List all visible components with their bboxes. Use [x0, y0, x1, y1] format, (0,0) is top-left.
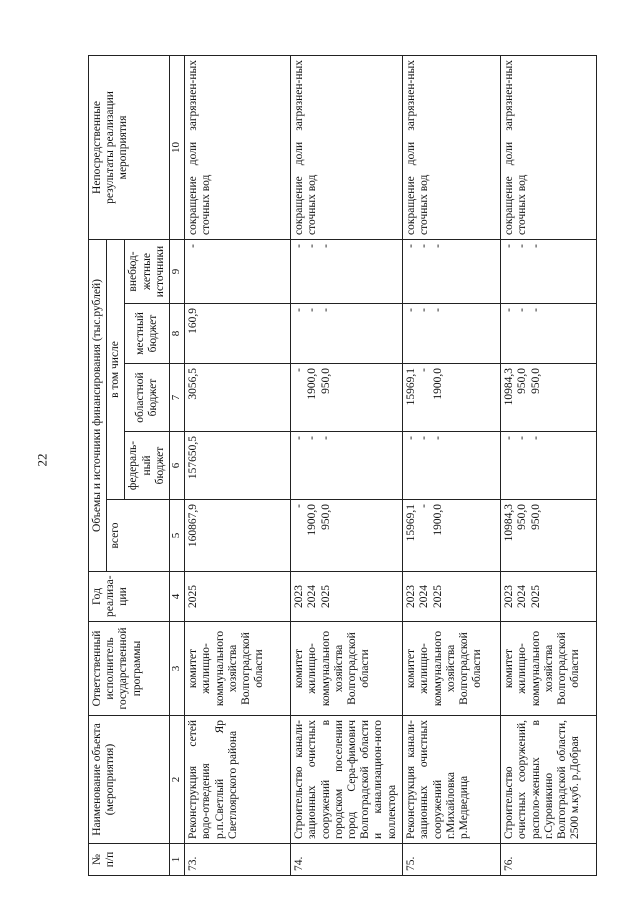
row-regional: 15969,1 - 1900,0 — [403, 364, 501, 432]
header-result: Непосредственные результаты реализации мероприятия — [89, 55, 170, 239]
col-number: 10 — [170, 55, 185, 239]
row-num: 75. — [403, 844, 501, 876]
row-total: 10984,3 950,0 950,0 — [501, 500, 597, 572]
table-row — [501, 55, 597, 875]
column-numbers-row — [170, 55, 185, 875]
header-name: Наименование объекта (мероприятия) — [89, 716, 170, 844]
row-num: 74. — [291, 844, 403, 876]
row-total: 160867,9 — [185, 500, 291, 572]
row-years: 2023 2024 2025 — [501, 572, 597, 622]
col-number: 3 — [170, 622, 185, 716]
row-extrabudget: - - - — [403, 239, 501, 303]
col-number: 7 — [170, 364, 185, 432]
row-name: Строительство очистных сооружений, располо-женных в г.Суровикино Волгоградской области, 2500 м.куб. р.Добрая — [501, 716, 597, 844]
header-regional: областной бюджет — [125, 364, 170, 432]
table-row — [403, 55, 501, 875]
rotated-table-container — [88, 56, 618, 876]
row-local: - - - — [501, 304, 597, 364]
row-local: - - - — [291, 304, 403, 364]
row-regional: 10984,3 950,0 950,0 — [501, 364, 597, 432]
header-federal: федераль- ный бюджет — [125, 432, 170, 500]
header-extrabudget: внебюд- жетные источники — [125, 239, 170, 303]
row-extrabudget: - - - — [291, 239, 403, 303]
table-row — [291, 55, 403, 875]
header-local: местный бюджет — [125, 304, 170, 364]
row-federal: 157650,5 — [185, 432, 291, 500]
header-total: всего — [107, 500, 170, 572]
header-num: № п/п — [89, 844, 170, 876]
header-volumes: Объемы и источники финансирования (тыс.рублей) — [89, 239, 107, 571]
row-responsible: комитет жилищно- коммунального хозяйства Волгоградской области — [403, 622, 501, 716]
col-number: 2 — [170, 716, 185, 844]
row-extrabudget: - - - — [501, 239, 597, 303]
header-year: Год реализа- ции — [89, 572, 170, 622]
row-responsible: комитет жилищно- коммунального хозяйства Волгоградской области — [291, 622, 403, 716]
row-result: сокращение доли загрязнен-ных сточных вод — [501, 55, 597, 239]
row-years: 2023 2024 2025 — [291, 572, 403, 622]
col-number: 9 — [170, 239, 185, 303]
row-result: сокращение доли загрязнен-ных сточных вод — [291, 55, 403, 239]
table-row — [185, 55, 291, 875]
col-number: 6 — [170, 432, 185, 500]
financing-table — [88, 55, 597, 876]
row-result: сокращение доли загрязнен-ных сточных вод — [403, 55, 501, 239]
page-number: 22 — [34, 453, 50, 467]
col-number: 5 — [170, 500, 185, 572]
row-extrabudget: - — [185, 239, 291, 303]
row-total: 15969,1 - 1900,0 — [403, 500, 501, 572]
row-years: 2025 — [185, 572, 291, 622]
row-federal: - - - — [403, 432, 501, 500]
row-responsible: комитет жилищно- коммунального хозяйства Волгоградской области — [185, 622, 291, 716]
row-num: 76. — [501, 844, 597, 876]
row-regional: 3056,5 — [185, 364, 291, 432]
row-name: Реконструкция сетей водо-отведения р.п.Светлый Яр Светлоярского района — [185, 716, 291, 844]
row-regional: - 1900,0 950,0 — [291, 364, 403, 432]
row-result: сокращение доли загрязнен-ных сточных вод — [185, 55, 291, 239]
table-header — [89, 55, 170, 875]
row-responsible: комитет жилищно- коммунального хозяйства Волгоградской области — [501, 622, 597, 716]
row-name: Реконструкция канали-зационных очистных сооружений г.Михайловка р.Медведица — [403, 716, 501, 844]
col-number: 4 — [170, 572, 185, 622]
row-total: - 1900,0 950,0 — [291, 500, 403, 572]
col-number: 1 — [170, 844, 185, 876]
row-years: 2023 2024 2025 — [403, 572, 501, 622]
col-number: 8 — [170, 304, 185, 364]
row-federal: - - - — [501, 432, 597, 500]
row-num: 73. — [185, 844, 291, 876]
header-including: в том числе — [107, 239, 125, 499]
row-local: - - - — [403, 304, 501, 364]
row-federal: - - - — [291, 432, 403, 500]
row-local: 160,9 — [185, 304, 291, 364]
header-responsible: Ответственный исполнитель государственной программы — [89, 622, 170, 716]
row-name: Строительство канали-зационных очистных сооружений в городском поселении город Сера-фимович Волгоградской области и канализацион-ного коллектора — [291, 716, 403, 844]
